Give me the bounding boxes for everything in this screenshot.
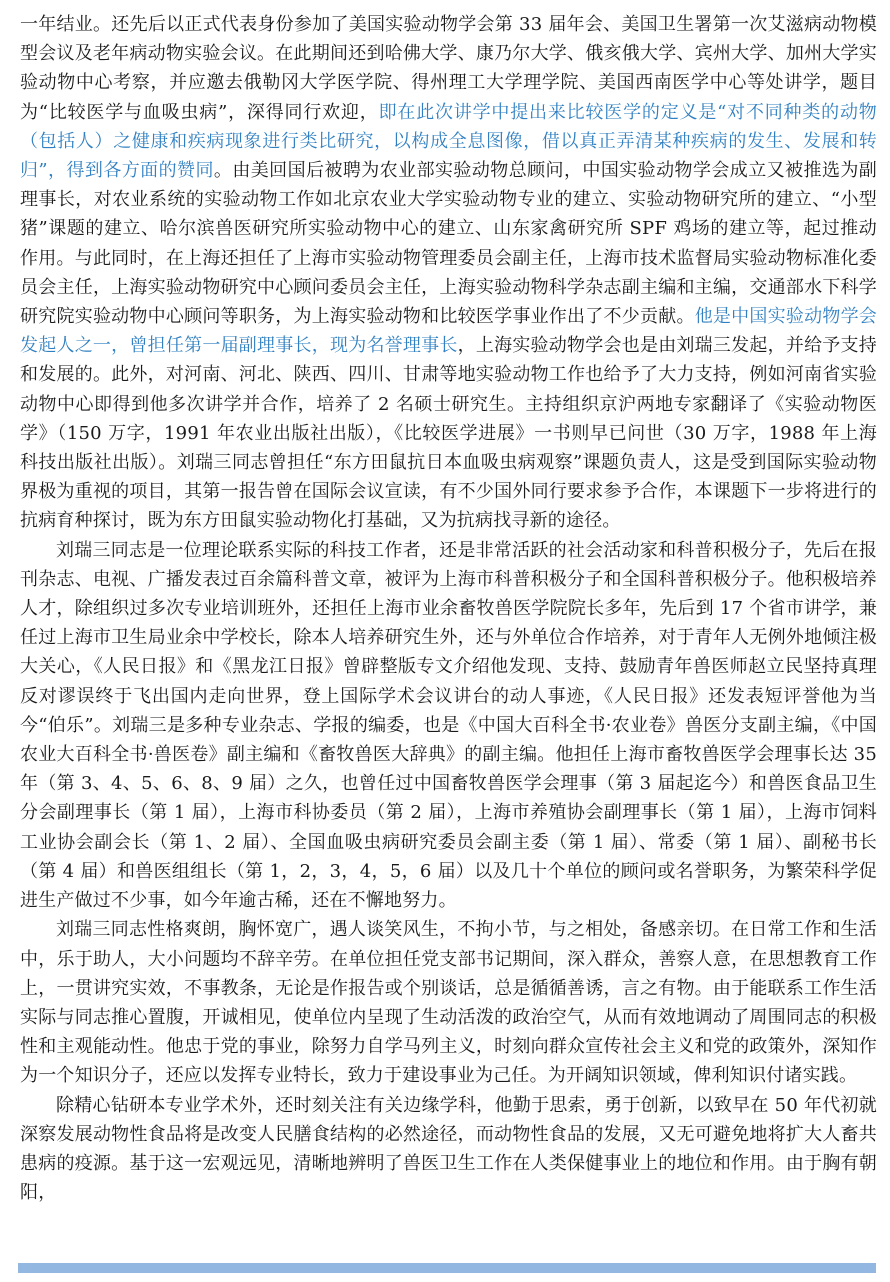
paragraph-1 — [20, 10, 877, 536]
text-run: ，上海实验动物学会也是由刘瑞三发起，并给予支持和发展的。此外，对河南、河北、陕西、四川、甘肃等地实验动物工作也给予了大力支持，例如河南省实验动物中心即得到他多次讲学并合作，培养了 2 名硕士研究生。主持组织京沪两地专家翻译了《实验动物医学》（150 万字，1991 年农业出版社出版），《比较医学进展》一书则早已问世（30 万字，1988 年上海科技出版社出版）。刘瑞三同志曾担任“东方田鼠抗日本血吸虫病观察”课题负责人，这是受到国际实验动物界极为重视的项目，其第一报告曾在国际会议宣读，有不少国外同行要求参予合作，本课题下一步将进行的抗病育种探讨，既为东方田鼠实验动物化打基础，又为抗病找寻新的途径。 — [20, 335, 877, 532]
paragraph-4 — [20, 1091, 877, 1208]
text-run: 除精心钻研本专业学术外，还时刻关注有关边缘学科，他勤于思索，勇于创新，以致早在 50 年代初就深察发展动物性食品将是改变人民膳食结构的必然途径，而动物性食品的发展，又无可避免地将扩大人畜共患病的疫源。基于这一宏观远见，清晰地辨明了兽医卫生工作在人类保健事业上的地位和作用。由于胸有朝阳， — [20, 1094, 877, 1204]
highlighted-text-run: 他是中国实验动物学会发起人之一，曾担任第一届副理事长，现为名誉理事长 — [20, 306, 877, 357]
text-run: 。由美回国后被聘为农业部实验动物总顾问，中国实验动物学会成立又被推选为副理事长，对农业系统的实验动物工作如北京农业大学实验动物专业的建立、实验动物研究所的建立、“小型猪”课题的建立、哈尔滨兽医研究所实验动物中心的建立、山东家禽研究所 SPF 鸡场的建立等，起过推动作用。与此同时，在上海还担任了上海市实验动物管理委员会副主任，上海市技术监督局实验动物标准化委员会主任，上海实验动物研究中心顾问委员会主任，上海实验动物科学杂志副主编和主编，交通部水下科学研究院实验动物中心顾问等职务，为上海实验动物和比较医学事业作出了不少贡献。 — [20, 160, 877, 328]
highlighted-text-run: 即在此次讲学中提出来比较医学的定义是“对不同种类的动物（包括人）之健康和疾病现象进行类比研究，以构成全息图像，借以真正弄清某种疾病的发生、发展和转归”，得到各方面的赞同 — [20, 101, 877, 182]
text-run: 刘瑞三同志是一位理论联系实际的科技工作者，还是非常活跃的社会活动家和科普积极分子，先后在报刊杂志、电视、广播发表过百余篇科普文章，被评为上海市科普积极分子和全国科普积极分子。他积极培养人才，除组织过多次专业培训班外，还担任上海市业余畜牧兽医学院院长多年，先后到 17 个省市讲学，兼任过上海市卫生局业余中学校长，除本人培养研究生外，还与外单位合作培养，对于青年人无例外地倾注极大关心，《人民日报》和《黑龙江日报》曾辟整版专文介绍他发现、支持、鼓励青年兽医师赵立民坚持真理反对谬误终于飞出国内走向世界，登上国际学术会议讲台的动人事迹，《人民日报》还发表短评誉他为当今“伯乐”。刘瑞三是多种专业杂志、学报的编委，也是《中国大百科全书·农业卷》兽医分支副主编，《中国农业大百科全书·兽医卷》副主编和《畜牧兽医大辞典》的副主编。他担任上海市畜牧兽医学会理事长达 35 年（第 3、4、5、6、8、9 届）之久，也曾任过中国畜牧兽医学会理事（第 3 届起迄今）和兽医食品卫生分会副理事长（第 1 届），上海市科协委员（第 2 届），上海市养殖协会副理事长（第 1 届），上海市饲料工业协会副会长（第 1、2 届）、全国血吸虫病研究委员会副主委（第 1 届）、常委（第 1 届）、副秘书长（第 4 届）和兽医组组长（第 1，2，3，4，5，6 届）以及几十个单位的顾问或名誉职务，为繁荣科学促进生产做过不少事，如今年逾古稀，还在不懈地努力。 — [20, 539, 877, 912]
text-run: 一年结业。还先后以正式代表身份参加了美国实验动物学会第 33 届年会、美国卫生署第一次艾滋病动物模型会议及老年病动物实验会议。在此期间还到哈佛大学、康乃尔大学、俄亥俄大学、宾州大学、加州大学实验动物中心考察，并应邀去俄勒冈大学医学院、得州理工大学理学院、美国西南医学中心等处讲学，题目为“比较医学与血吸虫病”，深得同行欢迎， — [20, 14, 877, 123]
text-run: 刘瑞三同志性格爽朗，胸怀宽广，遇人谈笑风生，不拘小节，与之相处，备感亲切。在日常工作和生活中，乐于助人，大小问题均不辞辛劳。在单位担任党支部书记期间，深入群众，善察人意，在思想教育工作上，一贯讲究实效，不事教条，无论是作报告或个别谈话，总是循循善诱，言之有物。由于能联系工作生活实际与同志推心置腹，开诚相见，使单位内呈现了生动活泼的政治空气，从而有效地调动了周围同志的积极性和主观能动性。他忠于党的事业，除努力自学马列主义，时刻向群众宣传社会主义和党的政策外，深知作为一个知识分子，还应以发挥专业特长，致力于建设事业为己任。为开阔知识领域，俾利知识付诸实践。 — [20, 919, 877, 1087]
document-body — [20, 10, 877, 1207]
paragraph-3 — [20, 915, 877, 1090]
paragraph-2 — [20, 536, 877, 916]
footer-bar — [18, 1263, 876, 1273]
